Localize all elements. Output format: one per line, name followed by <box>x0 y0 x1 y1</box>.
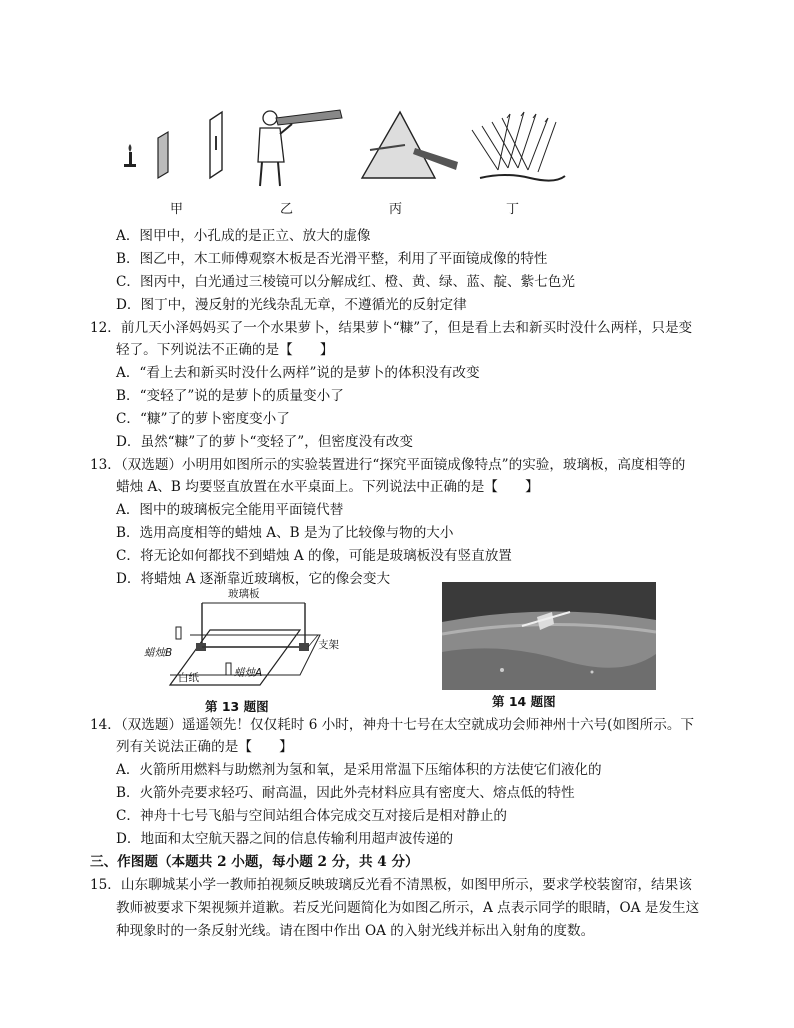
fig13-paper-label: 白纸 <box>178 672 199 684</box>
fig13-stand-label: 支架 <box>318 639 339 651</box>
space-station-image <box>442 582 656 690</box>
prism-figure <box>362 112 458 178</box>
q13-option-a: A．图中的玻璃板完全能用平面镜代替 <box>116 502 344 518</box>
q14-stem-cont: 列有关说法正确的是【 】 <box>116 739 293 755</box>
q14-stem: 14．（双选题）遥遥领先！仅仅耗时 6 小时，神舟十七号在太空就成功会师神州十六号(如图所示。下 <box>90 717 695 733</box>
fig13-candle-a-label: 蜡烛A <box>234 667 263 679</box>
figure-label-ding: 丁 <box>506 202 520 217</box>
fig13-glass-label: 玻璃板 <box>228 588 260 600</box>
q14-option-b: B．火箭外壳要求轻巧、耐高温，因此外壳材料应具有密度大、熔点低的特性 <box>116 785 575 801</box>
q11-option-c: C．图丙中，白光通过三棱镜可以分解成红、橙、黄、绿、蓝、靛、紫七色光 <box>116 274 575 290</box>
carpenter-figure <box>258 110 342 186</box>
q13-stem-cont: 蜡烛 A、B 均要竖直放置在水平桌面上。下列说法中正确的是【 】 <box>116 479 539 495</box>
figure-14-photo <box>442 582 656 690</box>
q12-stem-cont: 轻了。下列说法不正确的是【 】 <box>116 342 334 358</box>
q12-option-c: C．“糠”了的萝卜密度变小了 <box>116 411 290 427</box>
q12-option-a: A．“看上去和新买时没什么两样”说的是萝卜的体积没有改变 <box>116 365 480 381</box>
q15-line-2: 教师被要求下架视频并道歉。若反光问题简化为如图乙所示，A 点表示同学的眼睛，OA 是发生这 <box>116 900 700 916</box>
q12-option-d: D．虽然“糠”了的萝卜“变轻了”，但密度没有改变 <box>116 434 413 450</box>
q15-line-3: 种现象时的一条反射光线。请在图中作出 OA 的入射光线并标出入射角的度数。 <box>116 923 595 939</box>
fig13-caption: 第 13 题图 <box>205 699 269 714</box>
fig14-caption: 第 14 题图 <box>492 694 556 709</box>
section-3-heading: 三、作图题（本题共 2 小题，每小题 2 分，共 4 分） <box>90 854 419 870</box>
fig13-candle-b-label: 蜡烛B <box>144 647 173 659</box>
stand-right <box>299 643 309 651</box>
q14-option-a: A．火箭所用燃料与助燃剂为氢和氧，是采用常温下压缩体积的方法使它们液化的 <box>116 762 602 778</box>
q14-option-d: D．地面和太空航天器之间的信息传输利用超声波传递的 <box>116 831 454 847</box>
q12-stem: 12．前几天小泽妈妈买了一个水果萝卜，结果萝卜“糠”了，但是看上去和新买时没什么两样，只是变 <box>90 320 693 336</box>
q11-option-d: D．图丁中，漫反射的光线杂乱无章，不遵循光的反射定律 <box>116 297 467 313</box>
q15-line-1: 15．山东聊城某小学一教师拍视频反映玻璃反光看不清黑板，如图甲所示，要求学校装窗帘，结果该 <box>90 877 692 893</box>
q13-option-d: D．将蜡烛 A 逐渐靠近玻璃板，它的像会变大 <box>116 571 391 587</box>
q13-option-c: C．将无论如何都找不到蜡烛 A 的像，可能是玻璃板没有竖直放置 <box>116 548 512 564</box>
q13-option-b: B．选用高度相等的蜡烛 A、B 是为了比较像与物的大小 <box>116 525 454 541</box>
pinhole-camera-figure <box>124 112 222 178</box>
q12-option-b: B．“变轻了”说的是萝卜的质量变小了 <box>116 388 344 404</box>
q14-option-c: C．神舟十七号飞船与空间站组合体完成交互对接后是相对静止的 <box>116 808 508 824</box>
figure-label-bing: 丙 <box>389 202 403 217</box>
figure-label-jia: 甲 <box>170 202 184 217</box>
candle-a <box>226 663 231 675</box>
figure-label-yi: 乙 <box>280 202 294 217</box>
q13-stem: 13．（双选题）小明用如图所示的实验装置进行“探究平面镜成像特点”的实验，玻璃板，高度相等的 <box>90 457 686 473</box>
q11-option-a: A．图甲中，小孔成的是正立、放大的虚像 <box>116 228 371 244</box>
diffuse-reflection-figure <box>472 112 565 181</box>
q11-option-b: B．图乙中，木工师傅观察木板是否光滑平整，利用了平面镜成像的特性 <box>116 251 548 267</box>
candle-b <box>176 627 181 639</box>
